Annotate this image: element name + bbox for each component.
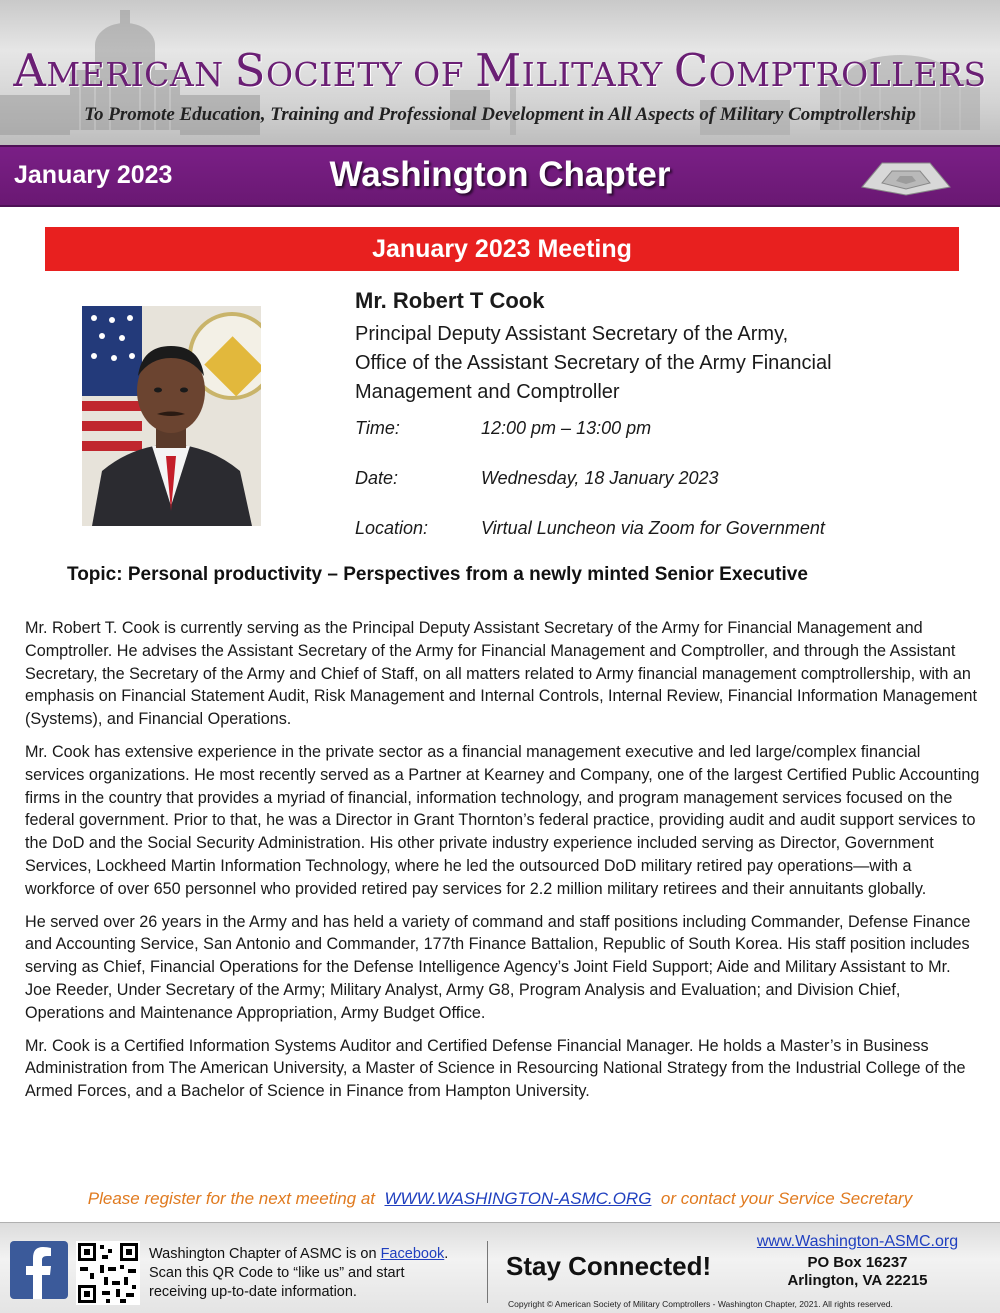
register-link[interactable]: WWW.WASHINGTON-ASMC.ORG (384, 1189, 652, 1208)
location-value: Virtual Luncheon via Zoom for Government (481, 518, 825, 538)
pentagon-icon (852, 157, 960, 197)
meeting-time (355, 418, 651, 439)
qr-code-icon[interactable] (76, 1241, 140, 1305)
speaker-title: Principal Deputy Assistant Secretary of the Army, Office of the Assistant Secretary of the Army Financial Management and Comptroller (355, 323, 832, 403)
header-banner (0, 0, 1000, 145)
date-label: Date: (355, 468, 399, 488)
bio-paragraph: Mr. Cook is a Certified Information Systems Auditor and Certified Defense Financial Manager. He holds a Master’s in Business Administration from The American University, a Master of Science in Resourcing National Strategy from the Industrial College of the Armed Forces, and a Bachelor of Science in Finance from Hampton University. (25, 1036, 966, 1101)
speaker-photo (82, 306, 261, 526)
facebook-text: Washington Chapter of ASMC is on Facebook. Scan this QR Code to “like us” and start receiving up-to-date information. (149, 1246, 449, 1300)
issue-date: January 2023 (14, 161, 173, 189)
time-label: Time: (355, 418, 400, 438)
society-title: AMERICAN SOCIETY OF MILITARY COMPTROLLERS (13, 44, 987, 97)
date-value: Wednesday, 18 January 2023 (481, 468, 719, 488)
meeting-date (355, 468, 719, 489)
bio-paragraph: He served over 26 years in the Army and has held a variety of command and staff positions including Commander, Defense Finance and Accounting Service, San Antonio and Commander, 177th Finance Battalion, Republic of South Korea. His staff position includes serving as Chief, Financial Operations for the Defense Intelligence Agency’s Joint Field Support; Aide and Military Assistant to Mr. Joe Reeder, Under Secretary of the Army; Military Analyst, Army G8, Program Analysis and Evaluation; and Division Chief, Operations and Maintenance Appropriation, Army Budget Office. (25, 912, 971, 1022)
speaker-bio (25, 617, 980, 1113)
bio-paragraph: Mr. Cook has extensive experience in the private sector as a financial management executive and led large/complex financial services organizations. He most recently served as a Partner at Kearney and Company, one of the largest Certified Public Accounting firms in the country that provides a myriad of financial, information technology, and program management services focused on the federal government. Prior to that, he was a Director in Grant Thornton’s federal practice, providing audit and audit support services to the DoD and the Social Security Administration. His other private industry experience included serving as Director, Government Services, Lockheed Martin Information Technology, where he led the outsourced DoD military retired pay operations—with a workforce of over 650 personnel who provided retired pay services for 2.2 million military retirees and their annuitants globally. (25, 742, 980, 898)
stay-connected: Stay Connected! (506, 1251, 712, 1281)
meeting-topic: Topic: Personal productivity – Perspectives from a newly minted Senior Executive (67, 564, 808, 585)
society-tagline: To Promote Education, Training and Professional Development in All Aspects of Military Comptrollership (84, 104, 916, 125)
facebook-icon[interactable] (10, 1241, 68, 1299)
bio-paragraph: Mr. Robert T. Cook is currently serving as the Principal Deputy Assistant Secretary of the Army for Financial Management and Comptroller. He advises the Assistant Secretary of the Army for Financial Management and Comptroller, and through the Assistant Secretary, the Secretary of the Army and Chief of Staff, on all matters related to Army financial management comptrollership, with an emphasis on Financial Statement Audit, Risk Management and Internal Controls, Internal Review, Financial Information Management (Systems), and Financial Operations. (25, 619, 977, 729)
footer (0, 1222, 1000, 1313)
location-label: Location: (355, 518, 429, 538)
facebook-link[interactable]: Facebook (380, 1246, 445, 1262)
chapter-bar (0, 145, 1000, 207)
chapter-name: Washington Chapter (329, 155, 671, 194)
chapter-address (735, 1233, 980, 1290)
city-line: Arlington, VA 22215 (787, 1272, 928, 1289)
meeting-heading: January 2023 Meeting (45, 227, 959, 271)
time-value: 12:00 pm – 13:00 pm (481, 418, 652, 438)
footer-divider (487, 1241, 488, 1303)
website-link[interactable]: www.Washington-ASMC.org (756, 1233, 959, 1250)
po-box: PO Box 16237 (807, 1254, 908, 1271)
speaker-name: Mr. Robert T Cook (355, 288, 545, 313)
copyright: Copyright © American Society of Military Comptrollers - Washington Chapter, 2021. All rights reserved. (508, 1299, 893, 1309)
register-line: Please register for the next meeting at WWW.WASHINGTON-ASMC.ORG or contact your Service Secretary (87, 1189, 913, 1208)
meeting-location (355, 518, 825, 539)
